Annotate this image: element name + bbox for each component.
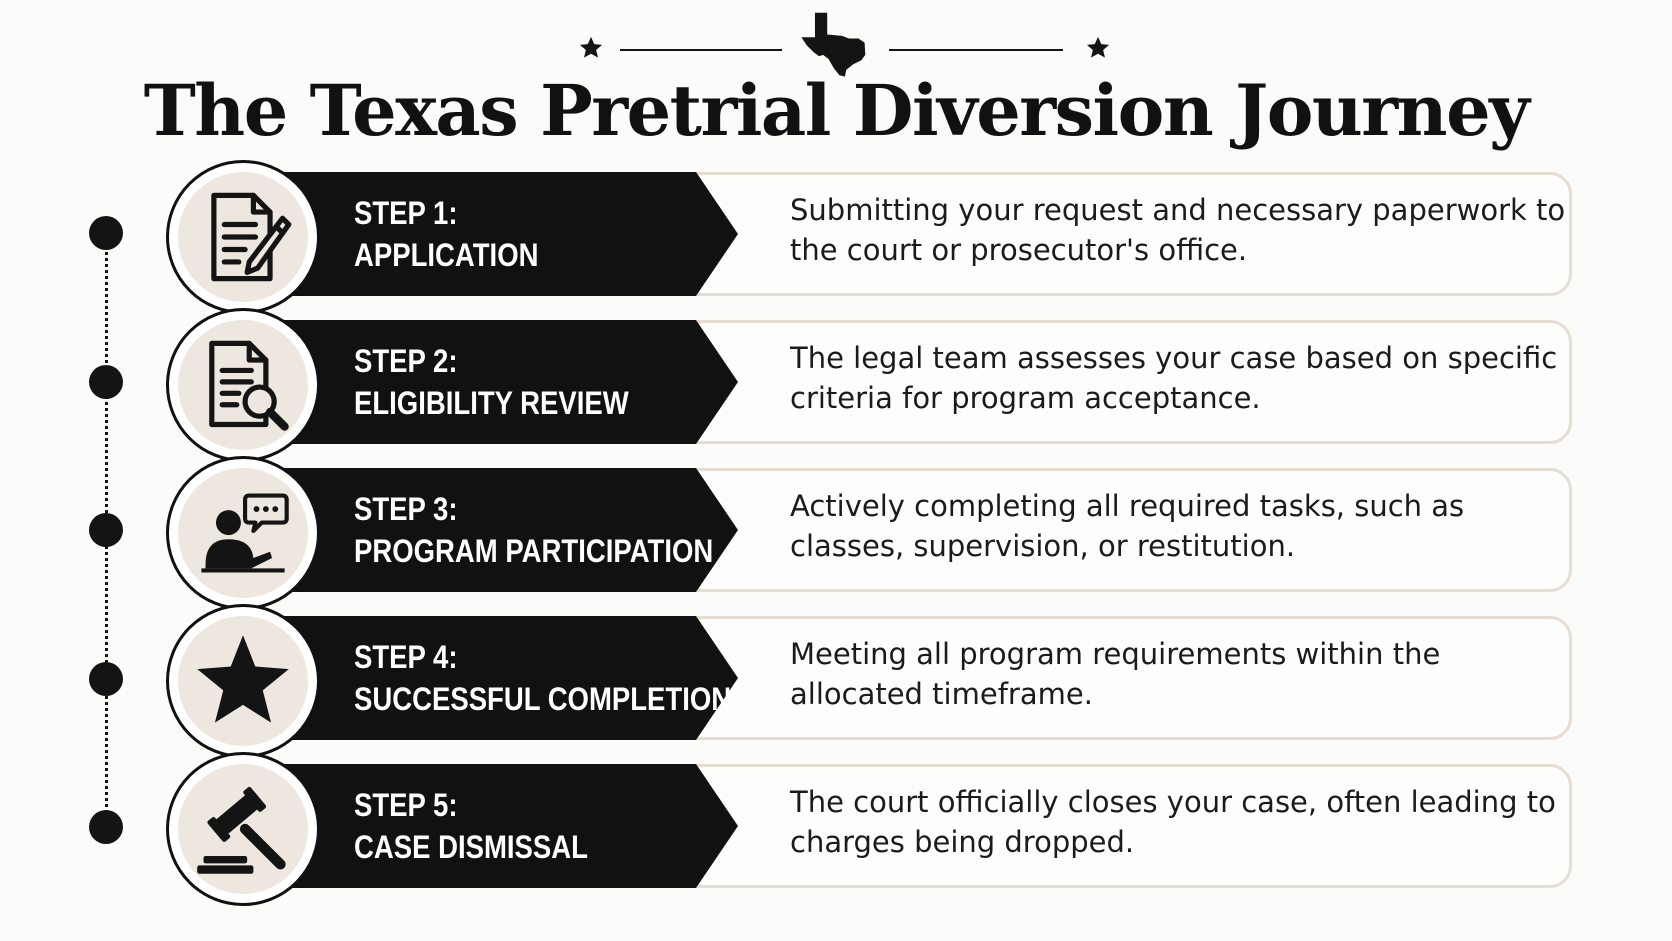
star-icon bbox=[191, 629, 295, 733]
header-divider bbox=[620, 49, 782, 51]
step-icon-badge bbox=[166, 160, 320, 314]
step-label bbox=[354, 784, 588, 868]
gavel-icon bbox=[191, 777, 295, 881]
document-pen-icon bbox=[191, 185, 295, 289]
step-label bbox=[354, 192, 538, 276]
step-label bbox=[354, 636, 731, 720]
step-description: The legal team assesses your case based on specific criteria for program acceptance. bbox=[790, 341, 1558, 415]
step-icon-badge bbox=[166, 604, 320, 758]
header bbox=[0, 0, 1672, 150]
step-description: Meeting all program requirements within the allocated timeframe. bbox=[790, 637, 1441, 711]
step-number: STEP 1: bbox=[354, 195, 458, 231]
person-chat-icon bbox=[191, 481, 295, 585]
step-icon-badge bbox=[166, 308, 320, 462]
header-divider bbox=[889, 49, 1063, 51]
step-2 bbox=[0, 308, 1672, 456]
step-4 bbox=[0, 604, 1672, 752]
step-description: Actively completing all required tasks, such as classes, supervision, or restitution. bbox=[790, 489, 1465, 563]
star-icon bbox=[1084, 34, 1112, 62]
step-label bbox=[354, 488, 713, 572]
star-icon bbox=[577, 34, 605, 62]
step-name: PROGRAM PARTICIPATION bbox=[354, 533, 714, 569]
step-description: The court officially closes your case, often leading to charges being dropped. bbox=[790, 785, 1556, 859]
step-3 bbox=[0, 456, 1672, 604]
step-number: STEP 3: bbox=[354, 491, 458, 527]
step-icon-badge bbox=[166, 752, 320, 906]
step-label bbox=[354, 340, 629, 424]
step-name: APPLICATION bbox=[354, 237, 539, 273]
step-name: ELIGIBILITY REVIEW bbox=[354, 385, 629, 421]
step-number: STEP 5: bbox=[354, 787, 458, 823]
step-name: CASE DISMISSAL bbox=[354, 829, 588, 865]
step-number: STEP 4: bbox=[354, 639, 458, 675]
page-title: The Texas Pretrial Diversion Journey bbox=[143, 69, 1529, 152]
step-icon-badge bbox=[166, 456, 320, 610]
document-search-icon bbox=[191, 333, 295, 437]
step-1 bbox=[0, 160, 1672, 308]
step-name: SUCCESSFUL COMPLETION bbox=[354, 681, 732, 717]
step-number: STEP 2: bbox=[354, 343, 458, 379]
step-description: Submitting your request and necessary paperwork to the court or prosecutor's office. bbox=[790, 193, 1566, 267]
step-5 bbox=[0, 752, 1672, 900]
